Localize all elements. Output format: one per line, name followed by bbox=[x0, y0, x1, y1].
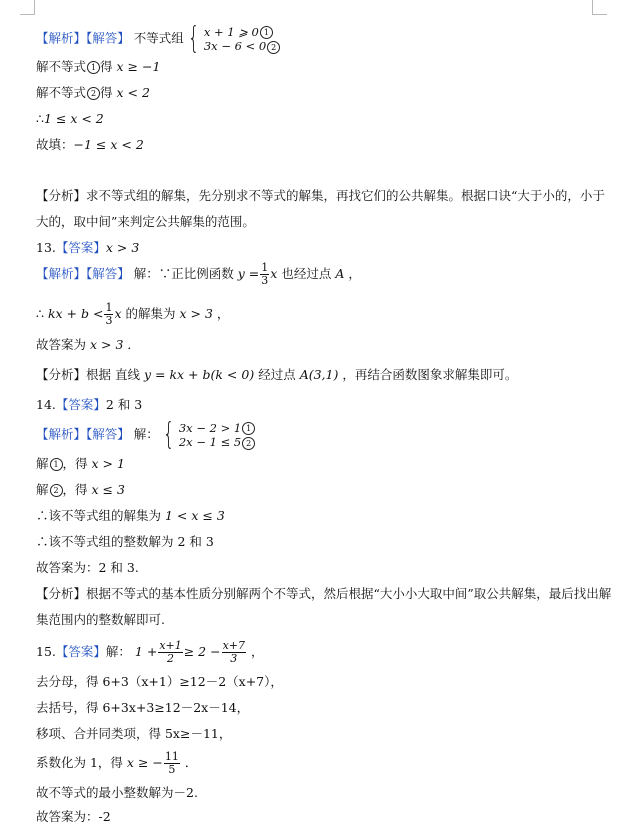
math: x > 1 bbox=[91, 456, 125, 471]
solution-15-line-5 bbox=[36, 784, 198, 802]
numerator: 1 bbox=[105, 301, 113, 314]
fraction bbox=[222, 640, 246, 665]
solution-14-line-4 bbox=[36, 507, 225, 525]
answer-tag: 【答案】 bbox=[55, 240, 106, 255]
text: 解 bbox=[36, 482, 49, 497]
answer-13 bbox=[36, 239, 139, 257]
circle-number: 1 bbox=[242, 422, 255, 435]
text: ，再结合函数图象求解集即可。 bbox=[342, 367, 518, 382]
text: 经过点 bbox=[258, 367, 296, 382]
math: x ≥ −1 bbox=[116, 59, 161, 74]
solution-12-line-5 bbox=[36, 136, 144, 154]
text: 【分析】根据 直线 bbox=[36, 367, 140, 382]
math: 1 + bbox=[134, 644, 158, 659]
solution-14-line-6 bbox=[36, 559, 139, 577]
ineq-2: 3x − 6 < 0 bbox=[203, 39, 267, 53]
text: 去分母，得 6+3（x+1）≥12－2（x+7）， bbox=[36, 674, 283, 689]
circle-number: 2 bbox=[50, 484, 63, 497]
solution-12-line-4 bbox=[36, 110, 104, 128]
text: ∴该不等式组的解集为 bbox=[36, 508, 162, 523]
ineq-2: 2x − 1 ≤ 5 bbox=[178, 435, 242, 449]
text: ， bbox=[216, 306, 230, 321]
inequality-system bbox=[179, 421, 255, 450]
numerator: x+7 bbox=[222, 639, 246, 652]
circle-number: 1 bbox=[50, 458, 63, 471]
corner-mark-right bbox=[592, 0, 607, 15]
solution-13-line-2 bbox=[36, 302, 229, 327]
brace: { bbox=[187, 21, 200, 56]
text: ，得 bbox=[62, 482, 88, 497]
solution-15-line-1 bbox=[36, 673, 283, 691]
math: x < 2 bbox=[116, 85, 150, 100]
text: 得 bbox=[100, 59, 113, 74]
question-number: 14. bbox=[36, 397, 56, 412]
question-number: 15. bbox=[36, 644, 56, 659]
solution-12-line-1 bbox=[36, 21, 280, 56]
analysis-tag: 【解析】【解答】 bbox=[36, 266, 130, 281]
denominator: 3 bbox=[105, 314, 113, 327]
fraction bbox=[164, 751, 180, 776]
solution-12-line-2 bbox=[36, 58, 160, 76]
therefore: ∴ bbox=[36, 111, 44, 126]
text: ． bbox=[127, 337, 140, 352]
text: 集范围内的整数解即可. bbox=[36, 612, 165, 627]
inequality-system bbox=[204, 25, 280, 54]
solution-15-line-3 bbox=[36, 725, 231, 743]
text: ∴该不等式组的整数解为 2 和 3 bbox=[36, 534, 214, 549]
text: 也经过点 bbox=[281, 266, 332, 281]
text: 大的，取中间”来判定公共解集的范围。 bbox=[36, 214, 255, 229]
ineq-1: 3x − 2 > 1 bbox=[178, 420, 242, 435]
analysis-14-line-2 bbox=[36, 611, 165, 629]
text: 2 和 3 bbox=[105, 397, 143, 412]
numerator: x+1 bbox=[159, 639, 182, 652]
text: 的解集为 bbox=[125, 306, 176, 321]
denominator: 2 bbox=[167, 652, 175, 665]
text: 【分析】根据不等式的基本性质分别解两个不等式，然后根据“大小小大取中间”取公共解集，最后找出解 bbox=[36, 586, 612, 601]
solution-15-line-2 bbox=[36, 699, 249, 717]
ineq-1: x + 1 ⩾ 0 bbox=[203, 24, 259, 39]
math: y = kx + b(k < 0) bbox=[143, 367, 255, 382]
math: x > 3 bbox=[179, 306, 213, 321]
corner-mark-left bbox=[20, 0, 35, 15]
text: 故答案为 bbox=[36, 337, 87, 352]
text: 解不等式 bbox=[36, 59, 87, 74]
math: x bbox=[270, 266, 278, 281]
point: A bbox=[335, 266, 345, 281]
analysis-tag: 【解析】【解答】 bbox=[36, 30, 130, 46]
fraction bbox=[104, 302, 113, 327]
text: 故答案为：2 和 3. bbox=[36, 560, 139, 575]
text: 去括号，得 6+3x+3≥12－2x－14， bbox=[36, 700, 250, 715]
solution-15-line-6 bbox=[36, 808, 111, 826]
solution-14-line-1 bbox=[36, 417, 255, 452]
answer-tag: 【答案】 bbox=[55, 644, 106, 659]
circle-number: 1 bbox=[87, 61, 100, 74]
numerator: 11 bbox=[164, 750, 179, 763]
math: x > 3 bbox=[90, 337, 124, 352]
text: 系数化为 1，得 bbox=[36, 755, 123, 770]
answer-15 bbox=[36, 640, 264, 665]
point: A(3,1) bbox=[299, 367, 339, 382]
text: 故不等式的最小整数解为－2. bbox=[36, 785, 198, 800]
math: ≥ 2 − bbox=[183, 644, 221, 659]
circle-number: 2 bbox=[242, 437, 255, 450]
solution-12-line-3 bbox=[36, 84, 150, 102]
text: 故填： bbox=[36, 137, 74, 152]
solution-15-line-4 bbox=[36, 751, 197, 776]
text: 【分析】求不等式组的解集，先分别求不等式的解集，再找它们的公共解集。根据口诀“大于小的，小于 bbox=[36, 188, 605, 203]
denominator: 3 bbox=[230, 652, 238, 665]
solution-14-line-3 bbox=[36, 481, 125, 499]
fraction bbox=[260, 262, 269, 287]
math: x bbox=[114, 306, 122, 321]
fraction bbox=[158, 640, 182, 665]
text: 解：∵正比例函数 bbox=[133, 266, 234, 281]
text: 解： bbox=[133, 426, 159, 442]
text: 不等式组 bbox=[133, 30, 184, 46]
solution-13-line-1 bbox=[36, 262, 361, 287]
circle-number: 2 bbox=[87, 87, 100, 100]
text: 故答案为：-2 bbox=[36, 809, 111, 824]
denominator: 3 bbox=[261, 274, 269, 287]
text: 解不等式 bbox=[36, 85, 87, 100]
solution-14-line-2 bbox=[36, 455, 125, 473]
text: 解： bbox=[105, 644, 131, 659]
math: x > 3 bbox=[105, 240, 140, 255]
question-number: 13. bbox=[36, 240, 56, 255]
text: ． bbox=[184, 755, 198, 770]
text: ， bbox=[251, 644, 264, 659]
answer-14 bbox=[36, 396, 142, 414]
solution-14-line-5 bbox=[36, 533, 214, 551]
circle-number: 1 bbox=[260, 26, 273, 39]
analysis-tag: 【解析】【解答】 bbox=[36, 426, 130, 442]
analysis-12-line-2 bbox=[36, 213, 255, 231]
math: x ≤ 3 bbox=[91, 482, 125, 497]
numerator: 1 bbox=[261, 261, 269, 274]
math: y = bbox=[237, 266, 260, 281]
text: ，得 bbox=[62, 456, 88, 471]
circle-number: 2 bbox=[267, 41, 280, 54]
answer-tag: 【答案】 bbox=[55, 397, 106, 412]
text: 得 bbox=[100, 85, 113, 100]
brace: { bbox=[162, 417, 175, 452]
denominator: 5 bbox=[168, 763, 176, 776]
therefore: ∴ bbox=[36, 306, 44, 321]
math: 1 ≤ x < 2 bbox=[43, 111, 104, 126]
text: 解 bbox=[36, 456, 49, 471]
math: kx + b < bbox=[47, 306, 104, 321]
text: 移项、合并同类项，得 5x≥－11， bbox=[36, 726, 232, 741]
analysis-12-line-1 bbox=[36, 187, 605, 205]
math: x ≥ − bbox=[126, 755, 163, 770]
math: 1 < x ≤ 3 bbox=[165, 508, 225, 523]
analysis-13 bbox=[36, 366, 517, 384]
analysis-14-line-1 bbox=[36, 585, 611, 603]
solution-13-line-3 bbox=[36, 336, 140, 354]
math: −1 ≤ x < 2 bbox=[73, 137, 144, 152]
text: ， bbox=[348, 266, 361, 281]
